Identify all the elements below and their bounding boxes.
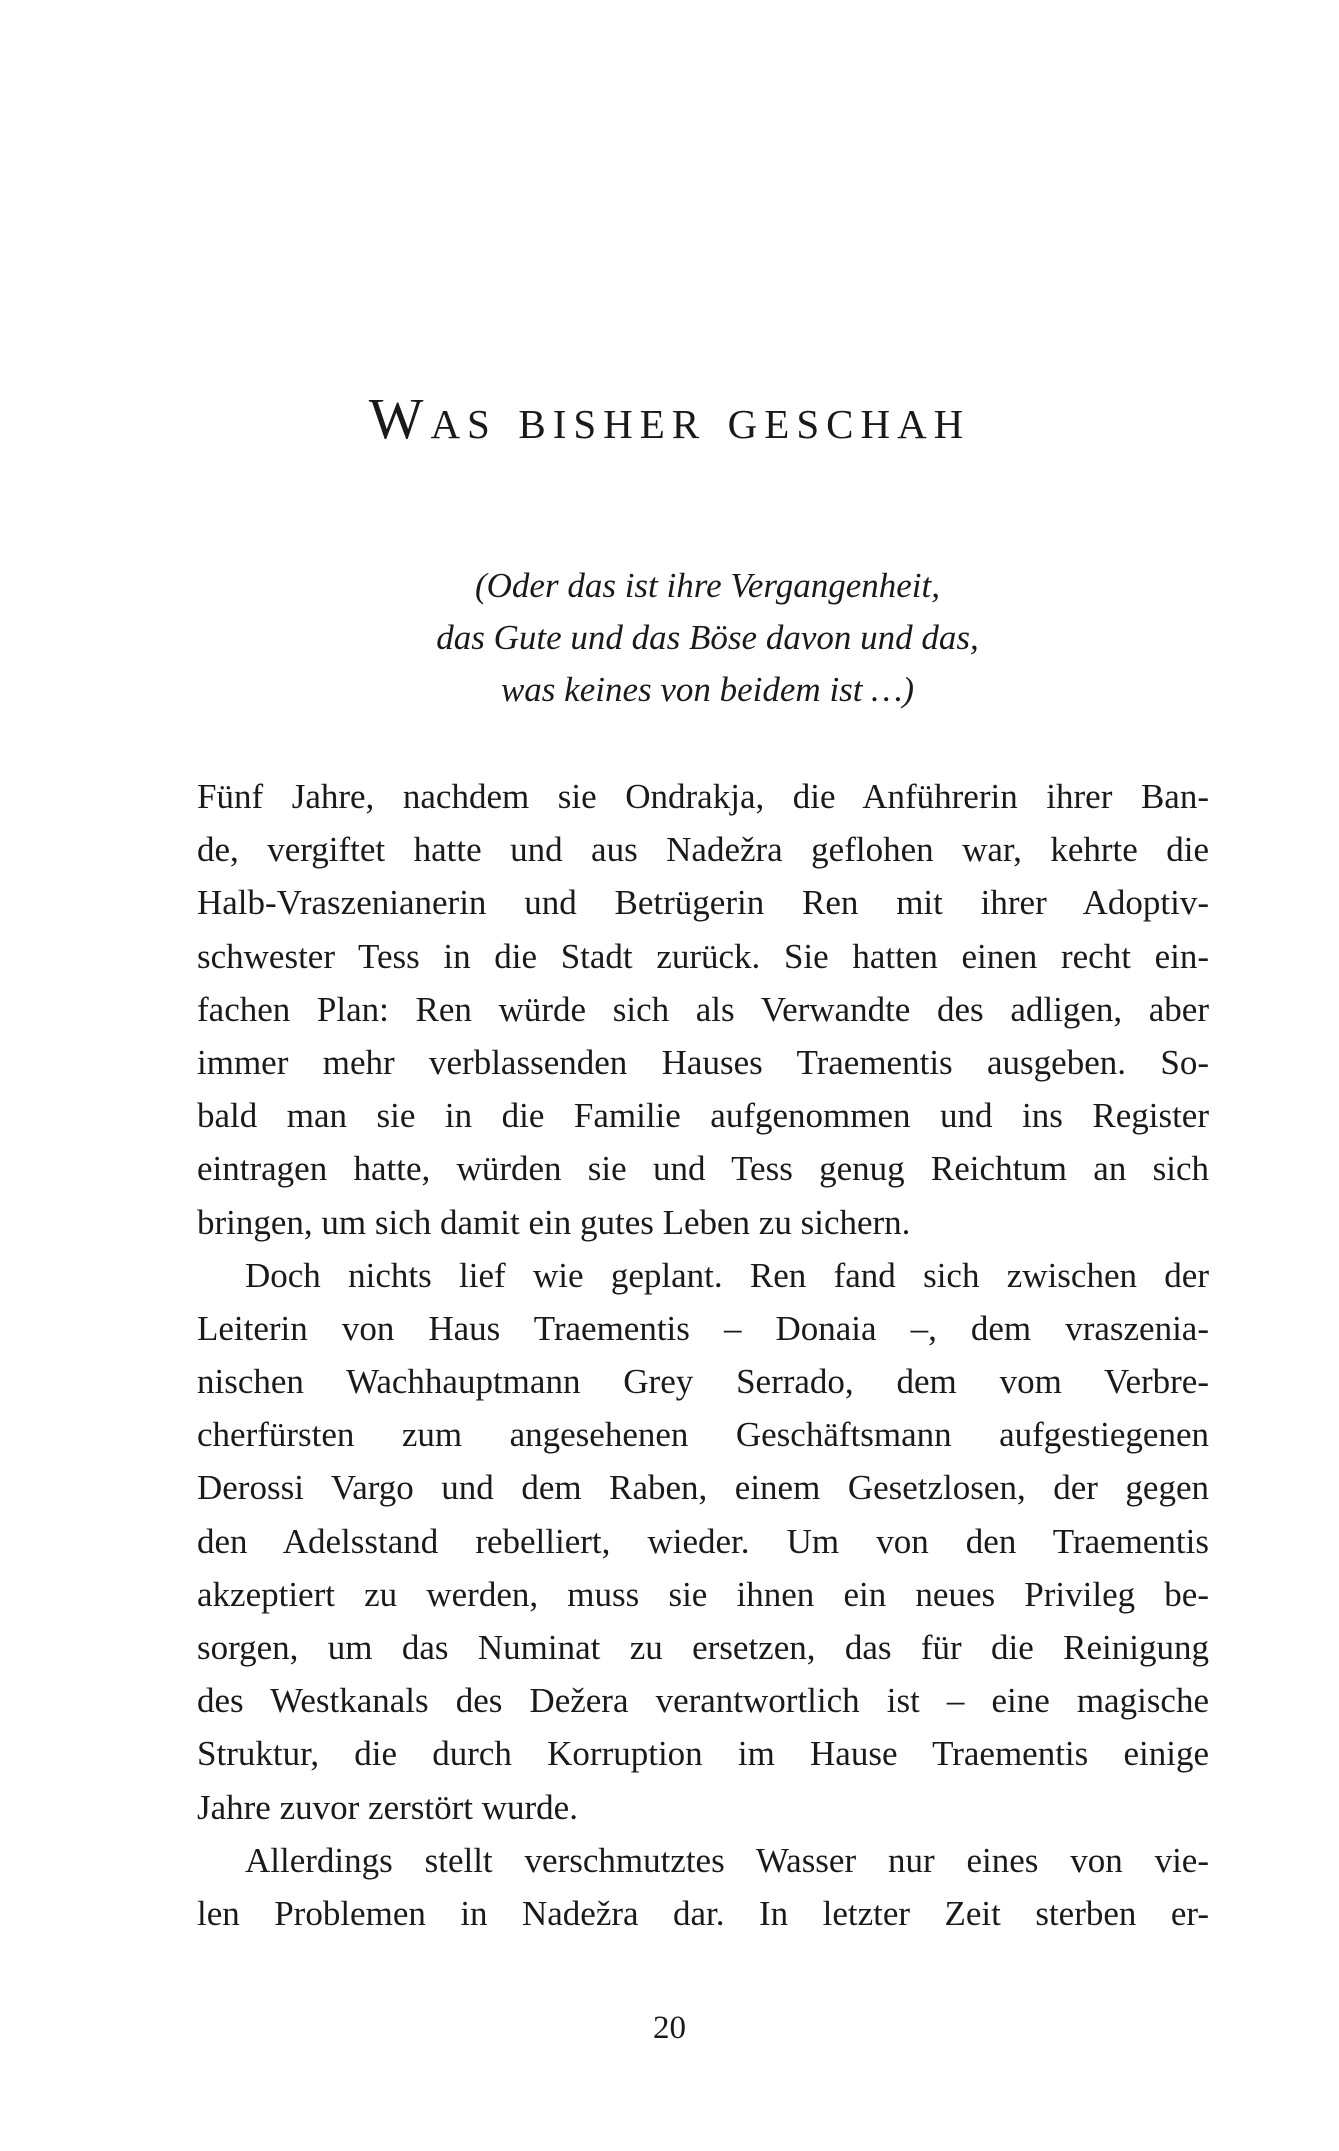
body-line: cherfürsten zum angesehenen Geschäftsmann aufgestiegenen: [197, 1415, 1209, 1455]
page-number: 20: [653, 2010, 686, 2046]
chapter-title: Was bisher geschah: [368, 386, 971, 451]
body-line: den Adelsstand rebelliert, wieder. Um von den Traementis: [197, 1521, 1209, 1561]
body-text: [197, 770, 1209, 1940]
body-line: Struktur, die durch Korruption im Hause Traementis einige: [197, 1734, 1209, 1774]
body-line: immer mehr verblassenden Hauses Traementis ausgeben. So-: [197, 1042, 1209, 1082]
body-line: sorgen, um das Numinat zu ersetzen, das für die Reinigung: [197, 1628, 1209, 1667]
body-line: Leiterin von Haus Traementis – Donaia –, dem vraszenia-: [197, 1308, 1209, 1348]
body-line: len Problemen in Nadežra dar. In letzter Zeit sterben er-: [197, 1893, 1209, 1933]
body-line: fachen Plan: Ren würde sich als Verwandte des adligen, aber: [197, 989, 1209, 1029]
body-line: schwester Tess in die Stadt zurück. Sie hatten einen recht ein-: [197, 936, 1209, 976]
body-line: Jahre zuvor zerstört wurde.: [197, 1787, 578, 1827]
epigraph: [0, 560, 1339, 716]
body-line: de, vergiftet hatte und aus Nadežra geflohen war, kehrte die: [197, 830, 1209, 870]
body-line: nischen Wachhauptmann Grey Serrado, dem vom Verbre-: [197, 1362, 1209, 1402]
body-line: Halb-Vraszenianerin und Betrügerin Ren mit ihrer Adoptiv-: [197, 883, 1209, 923]
body-line: Derossi Vargo und dem Raben, einem Gesetzlosen, der gegen: [197, 1468, 1209, 1508]
body-line: bringen, um sich damit ein gutes Leben zu sichern.: [197, 1202, 911, 1242]
epigraph-line: (Oder das ist ihre Vergangenheit,: [475, 566, 940, 605]
body-line: Doch nichts lief wie geplant. Ren fand sich zwischen der: [245, 1255, 1209, 1295]
body-line: Allerdings stellt verschmutztes Wasser nur eines von vie-: [245, 1840, 1209, 1880]
body-line: bald man sie in die Familie aufgenommen und ins Register: [197, 1096, 1209, 1136]
body-line: des Westkanals des Dežera verantwortlich ist – eine magische: [197, 1681, 1209, 1721]
body-line: Fünf Jahre, nachdem sie Ondrakja, die Anführerin ihrer Ban-: [197, 777, 1209, 816]
body-line: akzeptiert zu werden, muss sie ihnen ein neues Privileg be-: [197, 1574, 1209, 1614]
epigraph-line: was keines von beidem ist …): [500, 670, 915, 709]
body-line: eintragen hatte, würden sie und Tess genug Reichtum an sich: [197, 1149, 1209, 1189]
epigraph-line: das Gute und das Böse davon und das,: [436, 618, 979, 657]
